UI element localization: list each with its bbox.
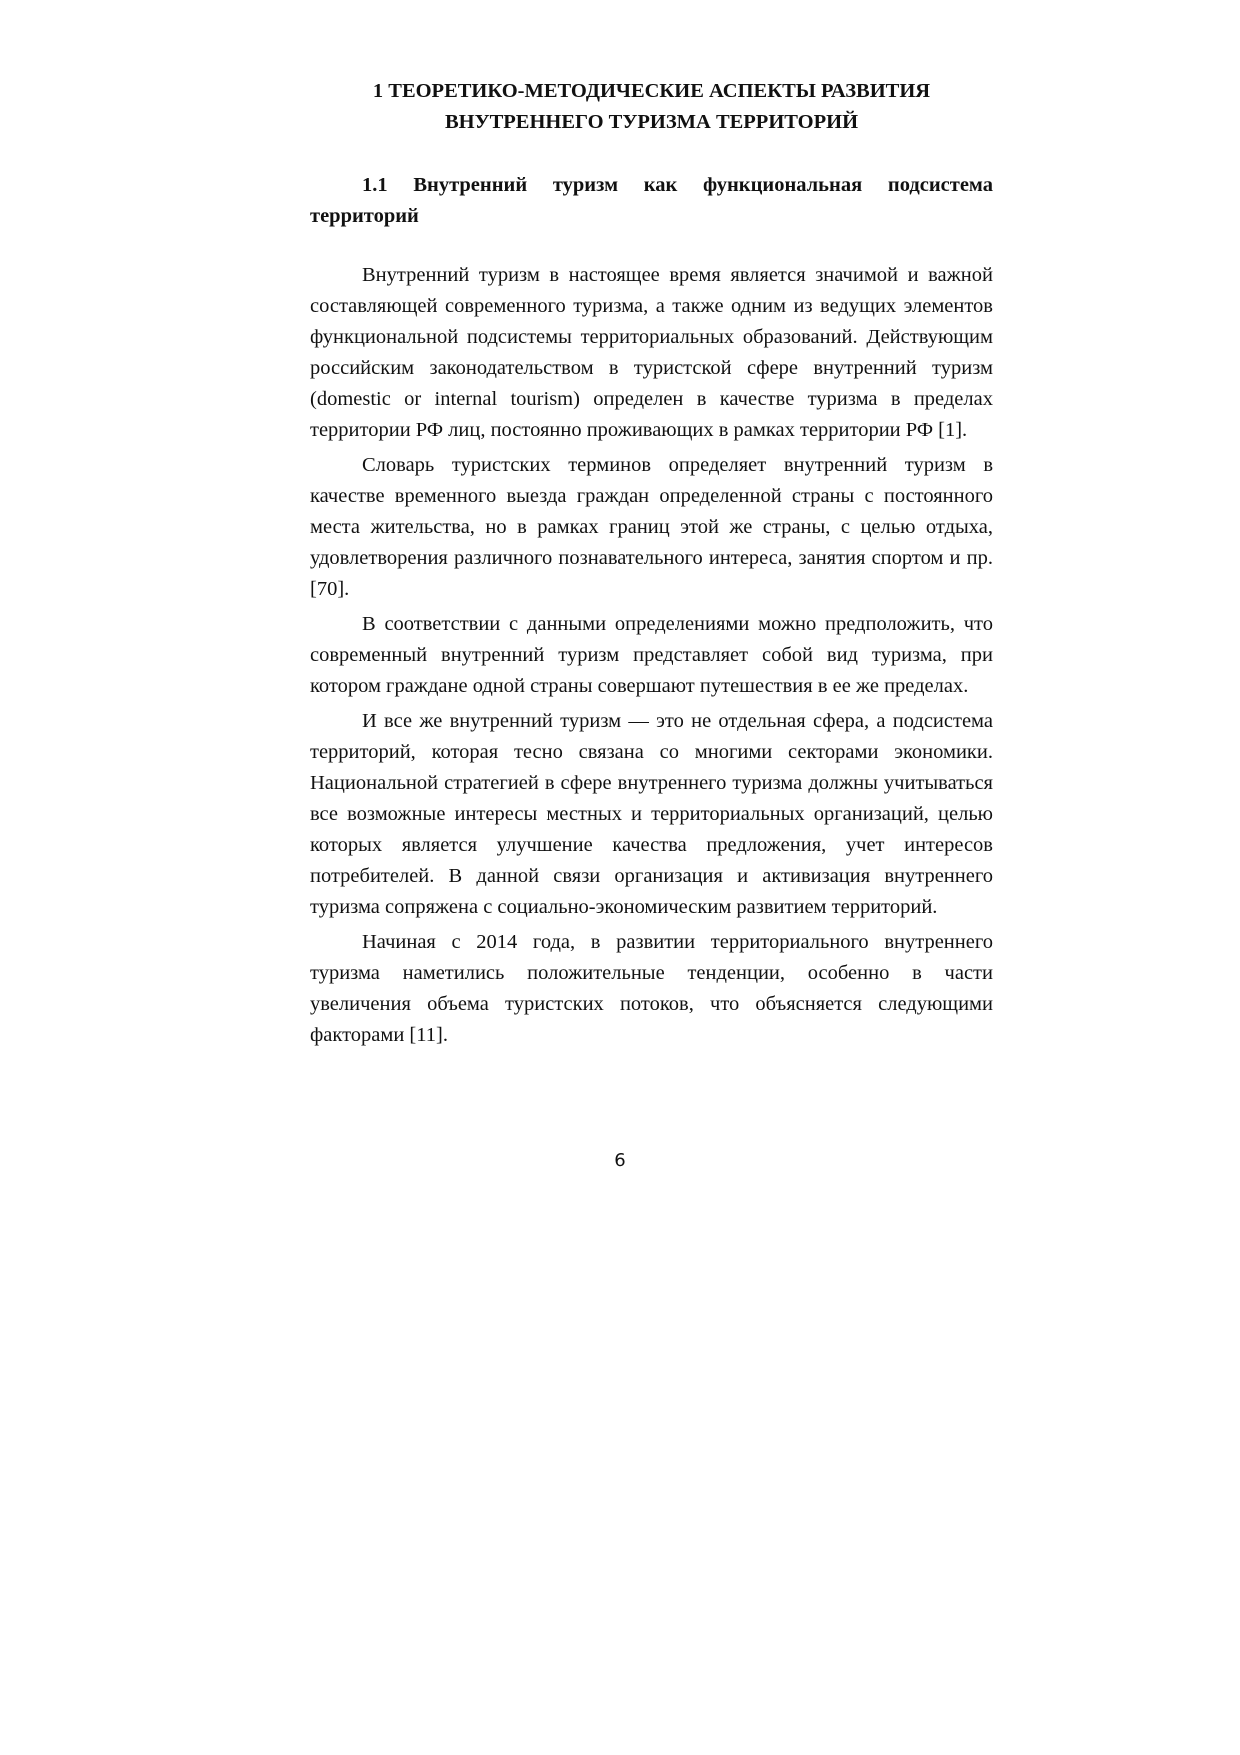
chapter-title-line-1: 1 ТЕОРЕТИКО-МЕТОДИЧЕСКИЕ АСПЕКТЫ РАЗВИТИЯ (372, 80, 931, 102)
paragraph-4: И все же внутренний туризм — это не отдельная сфера, а подсистема территорий, которая тесно связана со многими секторами экономики. Национальной стратегией в сфере внутреннего туризма должны учитываться все возможные интересы местных и территориальных организаций, целью которых является улучшение качества предложения, учет интересов потребителей. В данной связи организация и активизация внутреннего туризма сопряжена с социально-экономическим развитием территорий. (310, 710, 993, 918)
paragraph-1: Внутренний туризм в настоящее время является значимой и важной составляющей современного туризма, а также одним из ведущих элементов функциональной подсистемы территориальных образований. Действующим российским законодательством в туристской сфере внутренний туризм (domestic or internal tourism) определен в качестве туризма в пределах территории РФ лиц, постоянно проживающих в рамках территории РФ [1]. (310, 264, 993, 441)
document-page (310, 76, 993, 1055)
paragraph-2: Словарь туристских терминов определяет внутренний туризм в качестве временного выезда граждан определенной страны с постоянного места жительства, но в рамках границ этой же страны, с целью отдыха, удовлетворения различного познавательного интереса, занятия спортом и пр. [70]. (310, 454, 993, 600)
paragraph-5: Начиная с 2014 года, в развитии территориального внутреннего туризма наметились положительные тенденции, особенно в части увеличения объема туристских потоков, что объясняется следующими факторами [11]. (310, 931, 993, 1046)
body-text (310, 260, 993, 1051)
chapter-title-line-2: ВНУТРЕННЕГО ТУРИЗМА ТЕРРИТОРИЙ (444, 111, 859, 133)
paragraph-3: В соответствии с данными определениями можно предположить, что современный внутренний туризм представляет собой вид туризма, при котором граждане одной страны совершают путешествия в ее же пределах. (310, 613, 993, 697)
page-number: 6 (614, 1150, 626, 1171)
chapter-title (310, 76, 993, 138)
section-title: 1.1 Внутренний туризм как функциональная подсистема территорий (310, 174, 993, 227)
